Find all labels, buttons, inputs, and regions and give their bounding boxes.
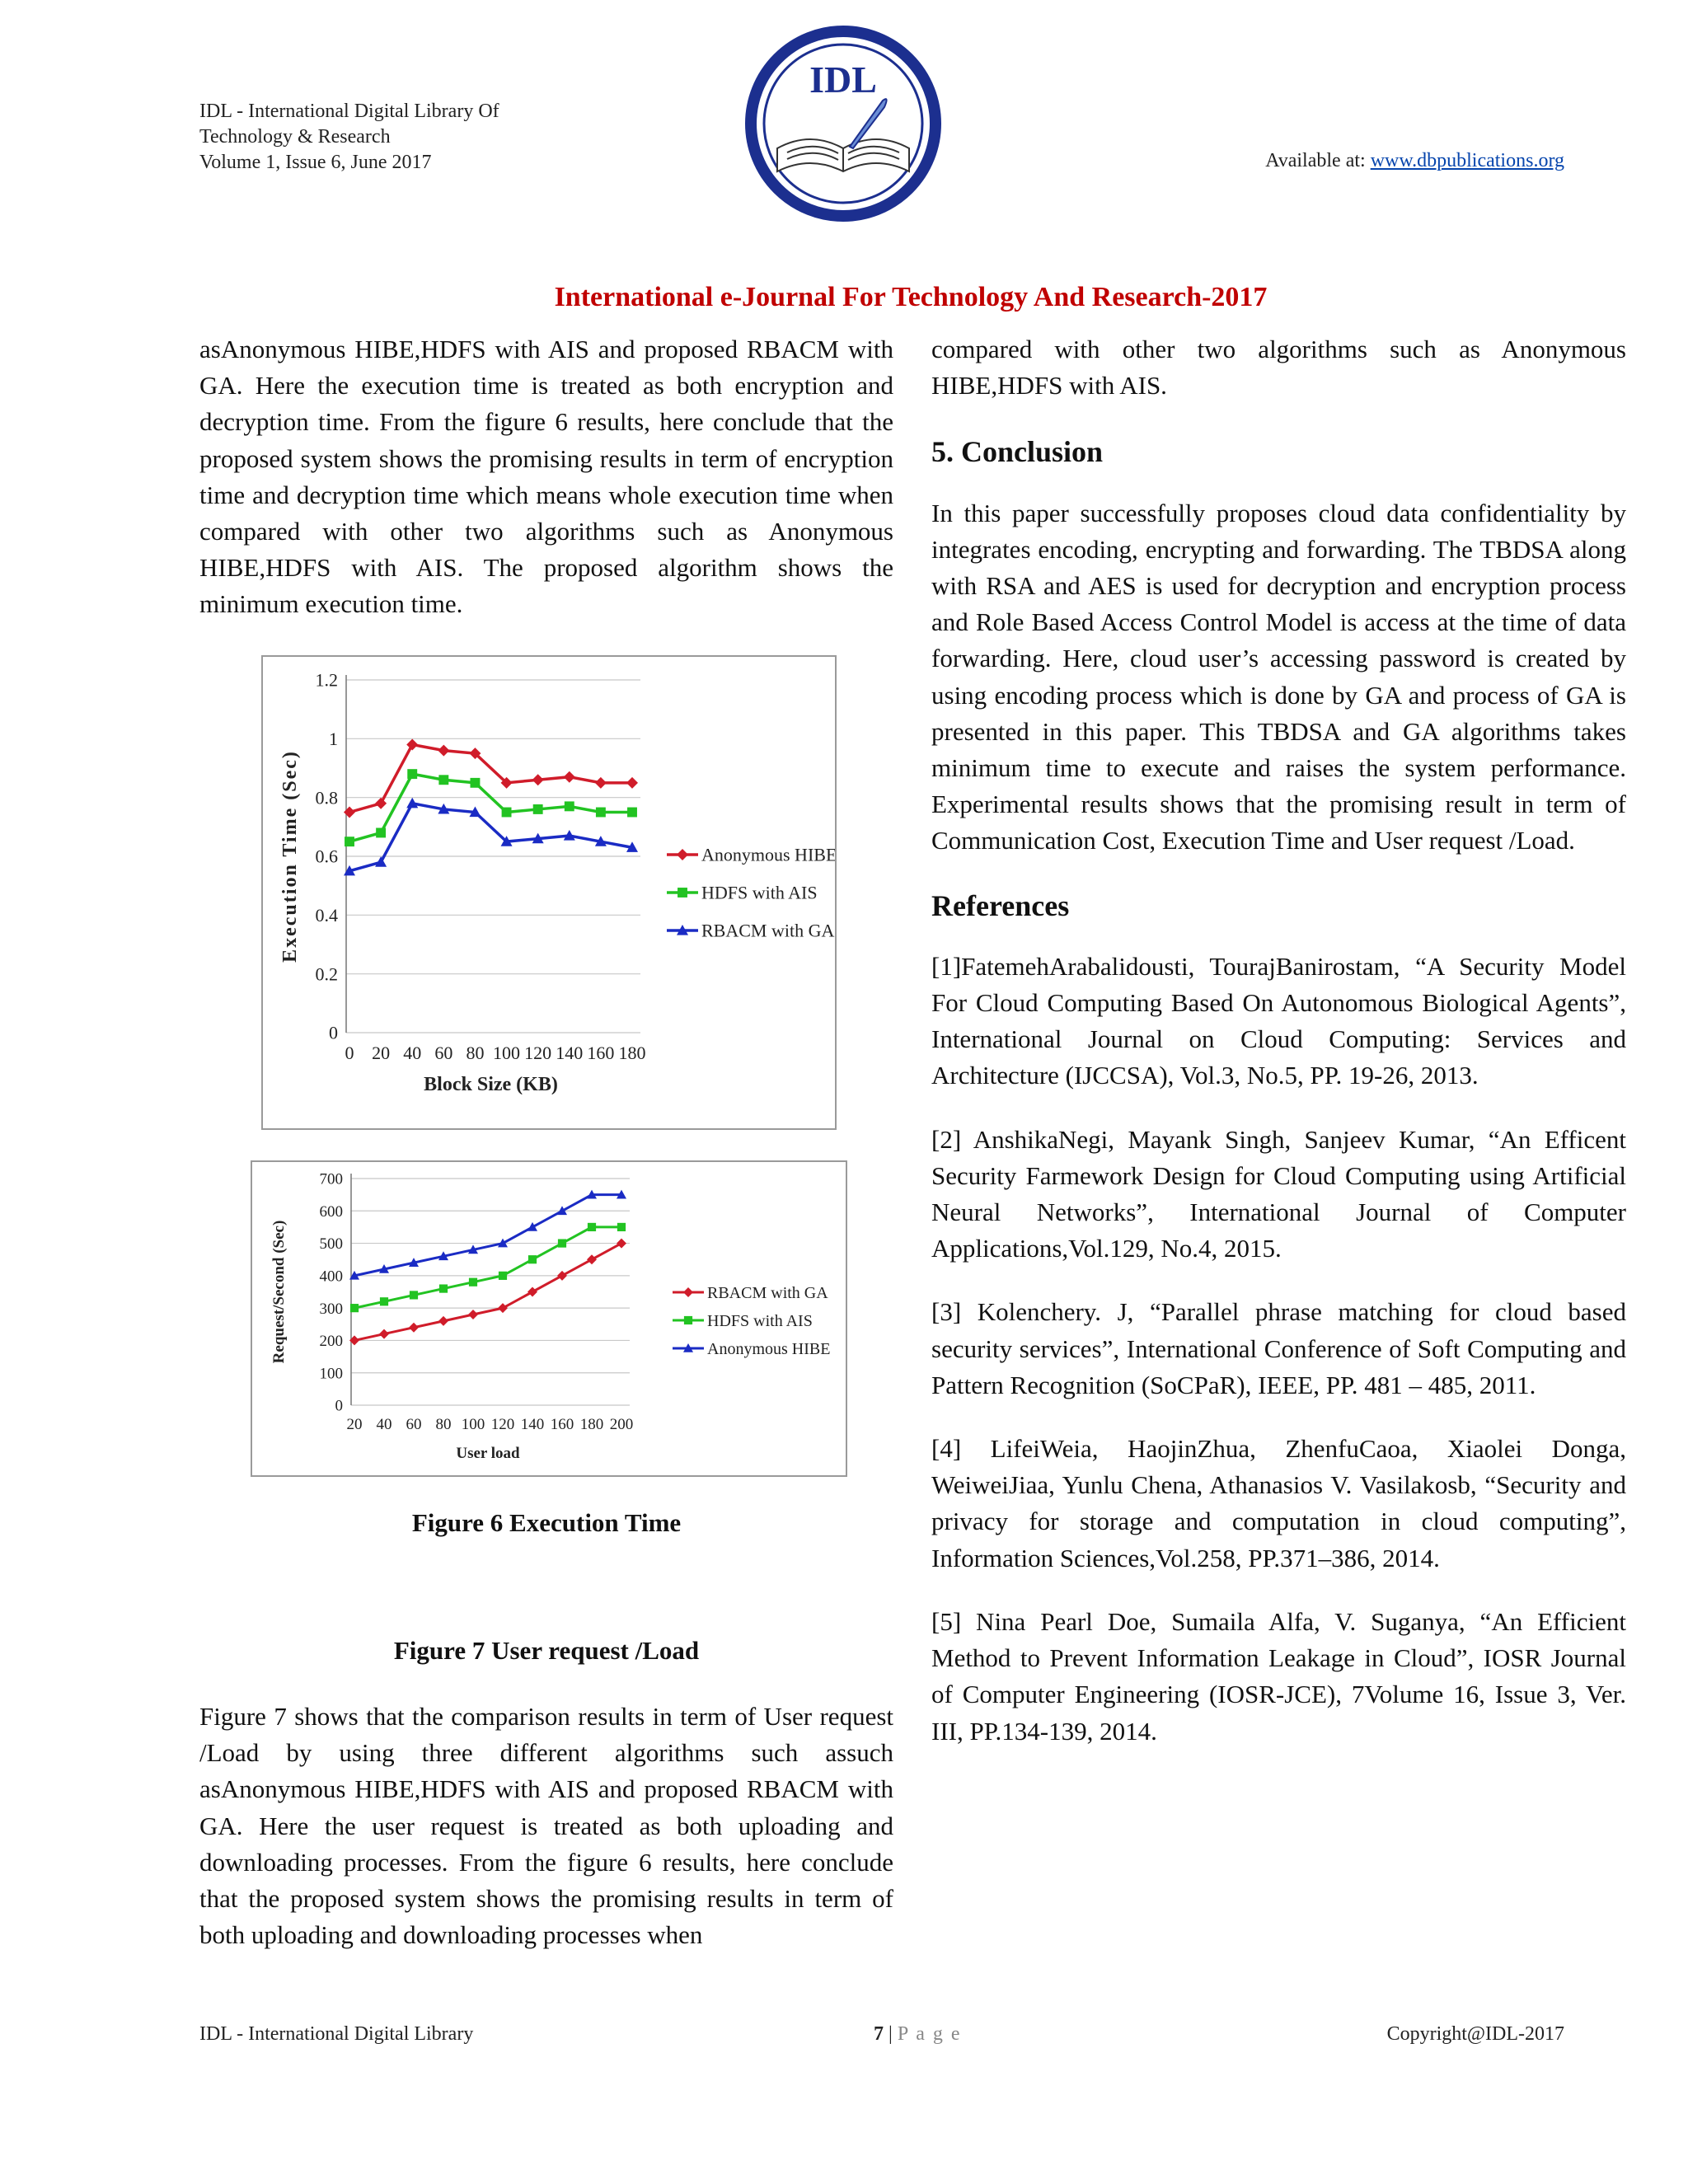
x-tick-label: 180 [579, 1416, 604, 1433]
y-tick-label: 500 [319, 1235, 343, 1254]
x-tick-label: 100 [461, 1416, 485, 1433]
header-line-3: Volume 1, Issue 6, June 2017 [199, 152, 432, 173]
data-point [344, 807, 355, 818]
journal-title: International e-Journal For Technology And Research-2017 [554, 282, 1268, 312]
right-paragraph-continued: compared with other two algorithms such as Anonymous HIBE,HDFS with AIS. [931, 335, 1626, 401]
data-point [595, 777, 607, 789]
reference-4: [4] LifeiWeia, HaojinZhua, ZhenfuCaoa, Xiaolei Donga, WeiweiJiaa, Yunlu Chena, Athanasios V. Vasilakosb, “Security and privacy for storage and computation in cloud computing”, Information Sciences,Vol.258, PP.371–386, 2014. [931, 1434, 1626, 1572]
x-tick-label: 160 [587, 1043, 615, 1063]
legend-label: Anonymous HIBE [707, 1340, 831, 1358]
data-point [564, 771, 575, 783]
data-point [533, 804, 543, 814]
x-tick-label: 140 [520, 1416, 545, 1433]
data-point [565, 801, 574, 811]
x-tick-label: 20 [372, 1043, 391, 1063]
data-point [499, 1272, 507, 1280]
data-point [469, 1278, 477, 1286]
y-tick-label: 600 [319, 1202, 343, 1221]
logo-text: IDL [809, 59, 877, 101]
data-point [470, 778, 480, 788]
data-point [375, 798, 387, 809]
data-point [407, 769, 417, 779]
x-tick-label: 100 [493, 1043, 521, 1063]
data-point [627, 808, 637, 818]
header-line-1: IDL - International Digital Library Of [199, 101, 499, 122]
series-line [349, 744, 632, 812]
left-paragraph-1: asAnonymous HIBE,HDFS with AIS and proposed RBACM with GA. Here the execution time is treated as both encryption and decryption time. From the figure 6 results, here conclude that the proposed system shows the promising results in term of encryption time and decryption time which means whole execution time when compared with other two algorithms such as Anonymous HIBE,HDFS with AIS. The proposed algorithm shows the minimum execution time. [199, 335, 893, 619]
data-point [558, 1239, 566, 1247]
x-axis-label: User load [456, 1445, 520, 1462]
header-line-2: Technology & Research [199, 126, 391, 148]
conclusion-heading: 5. Conclusion [931, 435, 1104, 469]
y-tick-label: 1 [329, 729, 338, 750]
left-column-bottom [199, 1699, 893, 1953]
x-tick-label: 60 [406, 1416, 422, 1433]
figure-6-chart [261, 655, 837, 1130]
footer-copyright: Copyright@IDL-2017 [1386, 2023, 1564, 2045]
legend-marker [684, 1316, 692, 1324]
data-point [528, 1287, 537, 1297]
x-tick-label: 20 [346, 1416, 363, 1433]
footer-left: IDL - International Digital Library [199, 2023, 474, 2045]
user-request-chart-svg [252, 1162, 846, 1475]
reference-1: [1]FatemehArabalidousti, TourajBanirostam, “A Security Model For Cloud Computing Based On Autonomous Biological Agents”, International Journal on Cloud Computing: Services and Architecture (IJCCSA), Vol.3, No.5, PP. 19-26, 2013. [931, 951, 1626, 1090]
execution-time-chart-svg [263, 657, 835, 1128]
y-tick-label: 0.8 [315, 787, 338, 808]
data-point [350, 1304, 359, 1312]
data-point [439, 1284, 448, 1292]
legend-marker [677, 849, 688, 860]
data-point [588, 1223, 596, 1231]
left-paragraph-2: Figure 7 shows that the comparison results in term of User request /Load by using three different algorithms such assuch asAnonymous HIBE,HDFS with AIS and proposed RBACM with GA. Here the user request is treated as both uploading and downloading processes. From the figure 6 results, here conclude that the proposed system shows the promising results in term of both uploading and downloading processes when [199, 1702, 893, 1950]
data-point [379, 1329, 389, 1339]
x-tick-label: 120 [524, 1043, 552, 1063]
figure-6-caption: Figure 6 Execution Time [411, 1508, 682, 1537]
x-tick-label: 80 [435, 1416, 452, 1433]
y-tick-label: 400 [319, 1268, 343, 1286]
x-tick-label: 40 [403, 1043, 422, 1063]
y-tick-label: 0 [335, 1397, 343, 1415]
available-label: Available at: [1265, 150, 1366, 171]
y-tick-label: 0.6 [315, 846, 338, 867]
y-tick-label: 0.2 [315, 963, 338, 985]
data-point [410, 1291, 418, 1299]
x-tick-label: 120 [490, 1416, 515, 1433]
legend-label: Anonymous HIBE [701, 844, 835, 865]
legend-label: HDFS with AIS [707, 1312, 813, 1330]
legend-label: RBACM with GA [707, 1284, 828, 1302]
data-point [587, 1254, 597, 1264]
x-tick-label: 200 [609, 1416, 634, 1433]
page-word: P a g e [897, 2023, 962, 2045]
data-point [617, 1223, 626, 1231]
legend-label: HDFS with AIS [701, 882, 818, 903]
data-point [626, 777, 638, 789]
y-tick-label: 300 [319, 1300, 343, 1318]
data-point [380, 1297, 388, 1305]
data-point [498, 1303, 508, 1313]
header-publication-info [199, 99, 499, 176]
y-tick-label: 700 [319, 1170, 343, 1188]
x-tick-label: 80 [466, 1043, 485, 1063]
x-tick-label: 180 [618, 1043, 646, 1063]
page-separator: | [889, 2023, 893, 2045]
reference-5: [5] Nina Pearl Doe, Sumaila Alfa, V. Suganya, “An Efficient Method to Prevent Information Leakage in Cloud”, IOSR Journal of Computer Engineering (IOSR-JCE), 7Volume 16, Issue 3, Ver. III, PP.134-139, 2014. [931, 1606, 1626, 1746]
left-column [199, 331, 893, 623]
availability [1265, 150, 1564, 172]
conclusion-paragraph: In this paper successfully proposes cloud data confidentiality by integrates encoding, encrypting and forwarding. The TBDSA along with RSA and AES is used for decryption and encryption process and Role Based Access Control Model is access at the time of data forwarding. Here, cloud user’s accessing password is created by using encoding process which is done by GA and process of GA is presented in this paper. This TBDSA and GA algorithms takes minimum time to execute and raises the system performance. Experimental results shows that the promising result in term of Communication Cost, Execution Time and User request /Load. [931, 498, 1626, 855]
data-point [406, 738, 418, 750]
y-tick-label: 200 [319, 1333, 343, 1351]
right-column [931, 331, 1626, 1750]
data-point [438, 1316, 448, 1326]
legend-marker [683, 1287, 693, 1297]
x-tick-label: 0 [345, 1043, 354, 1063]
data-point [532, 774, 544, 785]
y-tick-label: 0.4 [315, 905, 338, 926]
y-tick-label: 0 [329, 1022, 338, 1043]
y-tick-label: 100 [319, 1365, 343, 1383]
data-point [557, 1271, 567, 1281]
footer-page [874, 2023, 962, 2046]
data-point [376, 828, 386, 838]
figure-7-caption: Figure 7 User request /Load [393, 1636, 700, 1665]
page-number: 7 [874, 2023, 884, 2045]
y-tick-label: 1.2 [315, 669, 338, 691]
data-point [438, 745, 449, 757]
data-point [438, 775, 448, 785]
y-axis-label: Request/Second (Sec) [270, 1220, 288, 1364]
data-point [617, 1239, 626, 1249]
series-line [354, 1195, 621, 1276]
data-point [345, 837, 354, 846]
data-point [528, 1255, 537, 1263]
data-point [409, 1323, 419, 1333]
x-tick-label: 40 [376, 1416, 392, 1433]
data-point [375, 856, 387, 867]
y-axis-label: Execution Time (Sec) [279, 750, 301, 963]
x-tick-label: 160 [550, 1416, 574, 1433]
x-axis-label: Block Size (KB) [424, 1074, 558, 1095]
data-point [502, 808, 512, 818]
x-tick-label: 60 [434, 1043, 453, 1063]
figure-7-chart [251, 1160, 847, 1477]
reference-3: [3] Kolenchery. J, “Parallel phrase matching for cloud based security services”, International Conference of Soft Computing and Pattern Recognition (SoCPaR), IEEE, PP. 481 – 485, 2011. [931, 1297, 1626, 1399]
data-point [596, 808, 606, 818]
data-point [468, 1310, 478, 1319]
series-line [354, 1244, 621, 1341]
references-heading: References [931, 888, 1070, 922]
publisher-link[interactable]: www.dbpublications.org [1370, 150, 1564, 171]
legend-label: RBACM with GA [701, 920, 835, 941]
idl-logo [744, 25, 942, 223]
legend-marker [678, 888, 687, 898]
reference-2: [2] AnshikaNegi, Mayank Singh, Sanjeev Kumar, “An Efficent Security Farmework Design for Cloud Computing using Artificial Neural Networks”, International Journal of Computer Applications,Vol.129, No.4, 2015. [931, 1124, 1626, 1263]
x-tick-label: 140 [556, 1043, 584, 1063]
